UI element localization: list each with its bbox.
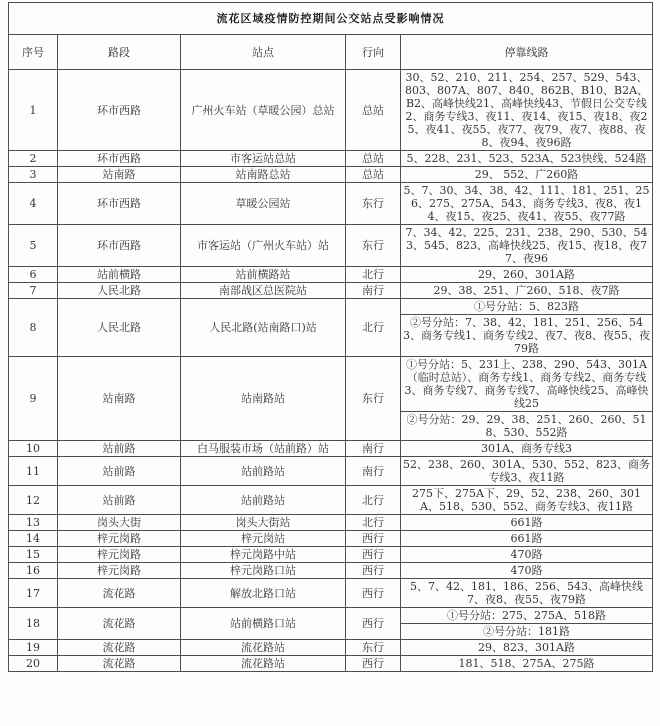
- cell-lines: [401, 608, 653, 640]
- table-row: [9, 457, 653, 486]
- cell-direction: 东行: [346, 225, 401, 267]
- cell-direction: 北行: [346, 486, 401, 515]
- cell-direction: 西行: [346, 547, 401, 563]
- cell-lines: 470路: [401, 547, 653, 563]
- cell-lines: 29、823、301A路: [401, 640, 653, 656]
- cell-lines: 275下、275A下、29、52、238、260、301A、518、530、552、商务专线3、夜11路: [401, 486, 653, 515]
- table-row: [9, 563, 653, 579]
- cell-seq: 14: [9, 531, 58, 547]
- cell-lines: 5、7、30、34、38、42、111、181、251、256、275、275A、543、商务专线3、夜8、夜14、夜15、夜25、夜41、夜55、夜77路: [401, 183, 653, 225]
- cell-road: 站前路: [58, 457, 181, 486]
- cell-seq: 11: [9, 457, 58, 486]
- cell-station: 梓元岗路口站: [181, 563, 346, 579]
- cell-direction: 西行: [346, 563, 401, 579]
- cell-station: 站前横路口站: [181, 608, 346, 640]
- cell-station: 解放北路口站: [181, 579, 346, 608]
- cell-direction: 北行: [346, 267, 401, 283]
- cell-direction: 总站: [346, 70, 401, 151]
- cell-road: 站前横路: [58, 267, 181, 283]
- cell-road: 流花路: [58, 640, 181, 656]
- table-row: [9, 299, 653, 357]
- cell-seq: 12: [9, 486, 58, 515]
- table-row: [9, 608, 653, 640]
- cell-seq: 16: [9, 563, 58, 579]
- table-row: [9, 267, 653, 283]
- cell-station: 梓元岗站: [181, 531, 346, 547]
- cell-seq: 5: [9, 225, 58, 267]
- cell-road: 流花路: [58, 656, 181, 672]
- cell-direction: 西行: [346, 608, 401, 640]
- cell-road: 流花路: [58, 608, 181, 640]
- cell-seq: 20: [9, 656, 58, 672]
- cell-station: 白马服装市场（站前路）站: [181, 441, 346, 457]
- cell-lines: [401, 299, 653, 357]
- table-row: [9, 225, 653, 267]
- cell-lines: 29、38、251、广260、518、夜7路: [401, 283, 653, 299]
- cell-seq: 15: [9, 547, 58, 563]
- cell-station: 站南路站: [181, 357, 346, 441]
- column-header-lines: 停靠线路: [401, 35, 653, 70]
- substation-lines: ②号分站：29、29、38、251、260、260、518、530、552路: [401, 411, 652, 440]
- table-row: [9, 357, 653, 441]
- substation-lines: ②号分站：7、38、42、181、251、256、543、商务专线1、商务专线2、夜7、夜8、夜55、夜79路: [401, 314, 652, 356]
- cell-direction: 西行: [346, 531, 401, 547]
- table-title: 流花区域疫情防控期间公交站点受影响情况: [9, 3, 653, 35]
- cell-direction: 北行: [346, 299, 401, 357]
- cell-road: 人民北路: [58, 283, 181, 299]
- cell-station: 站前路站: [181, 486, 346, 515]
- cell-lines: 30、52、210、211、254、257、529、543、803、807A、807、840、862B、B10、B2A、B2、高峰快线21、高峰快线43、节假日公交专线2、商务专线3、夜11、夜14、夜15、夜18、夜25、夜41、夜55、夜77、夜79、夜7、夜88、夜8、夜94、夜96路: [401, 70, 653, 151]
- cell-direction: 西行: [346, 656, 401, 672]
- cell-road: 梓元岗路: [58, 563, 181, 579]
- table-row: [9, 283, 653, 299]
- cell-seq: 1: [9, 70, 58, 151]
- substation-lines: ①号分站：275、275A、518路: [447, 609, 606, 622]
- header-row: [9, 35, 653, 70]
- cell-seq: 3: [9, 167, 58, 183]
- cell-lines: 5、7、42、181、186、256、543、高峰快线7、夜8、夜55、夜79路: [401, 579, 653, 608]
- column-header-road: 路段: [58, 35, 181, 70]
- cell-road: 环市西路: [58, 183, 181, 225]
- cell-direction: 南行: [346, 457, 401, 486]
- cell-seq: 19: [9, 640, 58, 656]
- cell-station: 人民北路(站南路口)站: [181, 299, 346, 357]
- cell-road: 站南路: [58, 357, 181, 441]
- cell-direction: 东行: [346, 183, 401, 225]
- table-row: [9, 656, 653, 672]
- cell-lines: 5、228、231、523、523A、523快线、524路: [401, 151, 653, 167]
- cell-lines: 470路: [401, 563, 653, 579]
- cell-road: 梓元岗路: [58, 547, 181, 563]
- table-row: [9, 183, 653, 225]
- cell-road: 梓元岗路: [58, 531, 181, 547]
- cell-road: 站前路: [58, 486, 181, 515]
- table-row: [9, 515, 653, 531]
- cell-direction: 北行: [346, 515, 401, 531]
- column-header-direction: 行向: [346, 35, 401, 70]
- cell-direction: 南行: [346, 441, 401, 457]
- column-header-station: 站点: [181, 35, 346, 70]
- table-row: [9, 640, 653, 656]
- cell-road: 站前路: [58, 441, 181, 457]
- cell-seq: 13: [9, 515, 58, 531]
- title-row: [9, 3, 653, 35]
- cell-road: 环市西路: [58, 151, 181, 167]
- cell-seq: 2: [9, 151, 58, 167]
- cell-lines: 29、260、301A路: [401, 267, 653, 283]
- cell-station: 市客运站总站: [181, 151, 346, 167]
- cell-station: 南部战区总医院站: [181, 283, 346, 299]
- cell-station: 流花路站: [181, 640, 346, 656]
- cell-seq: 17: [9, 579, 58, 608]
- cell-seq: 10: [9, 441, 58, 457]
- table-row: [9, 441, 653, 457]
- cell-station: 站南路总站: [181, 167, 346, 183]
- cell-seq: 4: [9, 183, 58, 225]
- substation-lines: ①号分站：5、823路: [474, 300, 580, 313]
- cell-lines: 301A、商务专线3: [401, 441, 653, 457]
- cell-seq: 18: [9, 608, 58, 640]
- cell-road: 人民北路: [58, 299, 181, 357]
- cell-lines: 7、34、42、225、231、238、290、530、543、545、823、高峰快线25、夜15、夜18、夜77、夜96: [401, 225, 653, 267]
- table-row: [9, 167, 653, 183]
- cell-lines: 181、518、275A、275路: [401, 656, 653, 672]
- cell-station: 市客运站（广州火车站）站: [181, 225, 346, 267]
- table-row: [9, 531, 653, 547]
- cell-direction: 南行: [346, 283, 401, 299]
- cell-lines: [401, 357, 653, 441]
- cell-station: 站前路站: [181, 457, 346, 486]
- cell-road: 岗头大街: [58, 515, 181, 531]
- cell-direction: 总站: [346, 167, 401, 183]
- table-head: [9, 3, 653, 70]
- cell-station: 梓元岗路中站: [181, 547, 346, 563]
- cell-direction: 东行: [346, 640, 401, 656]
- cell-station: 广州火车站（草暖公园）总站: [181, 70, 346, 151]
- cell-seq: 9: [9, 357, 58, 441]
- table-row: [9, 70, 653, 151]
- table-row: [9, 579, 653, 608]
- table-row: [9, 486, 653, 515]
- cell-direction: 东行: [346, 357, 401, 441]
- cell-road: 环市西路: [58, 225, 181, 267]
- table-body: [9, 70, 653, 672]
- cell-station: 草暖公园站: [181, 183, 346, 225]
- table-row: [9, 547, 653, 563]
- column-header-seq: 序号: [9, 35, 58, 70]
- cell-lines: 29、 552、广260路: [401, 167, 653, 183]
- cell-seq: 6: [9, 267, 58, 283]
- cell-seq: 8: [9, 299, 58, 357]
- substation-lines: ①号分站：5、231上、238、290、543、301A（临时总站）、商务专线1、商务专线2、商务专线3、商务专线7、商务专线7、高峰快线25、高峰快线25: [404, 358, 649, 410]
- cell-station: 岗头大街站: [181, 515, 346, 531]
- table-row: [9, 151, 653, 167]
- cell-direction: 西行: [346, 579, 401, 608]
- cell-seq: 7: [9, 283, 58, 299]
- cell-direction: 总站: [346, 151, 401, 167]
- cell-road: 环市西路: [58, 70, 181, 151]
- substation-lines: ②号分站：181路: [401, 623, 652, 639]
- cell-road: 流花路: [58, 579, 181, 608]
- bus-impact-table: [8, 2, 653, 672]
- cell-station: 站前横路站: [181, 267, 346, 283]
- cell-station: 流花路站: [181, 656, 346, 672]
- cell-lines: 52、238、260、301A、530、552、823、商务专线3、夜11路: [401, 457, 653, 486]
- cell-lines: 661路: [401, 531, 653, 547]
- cell-lines: 661路: [401, 515, 653, 531]
- cell-road: 站南路: [58, 167, 181, 183]
